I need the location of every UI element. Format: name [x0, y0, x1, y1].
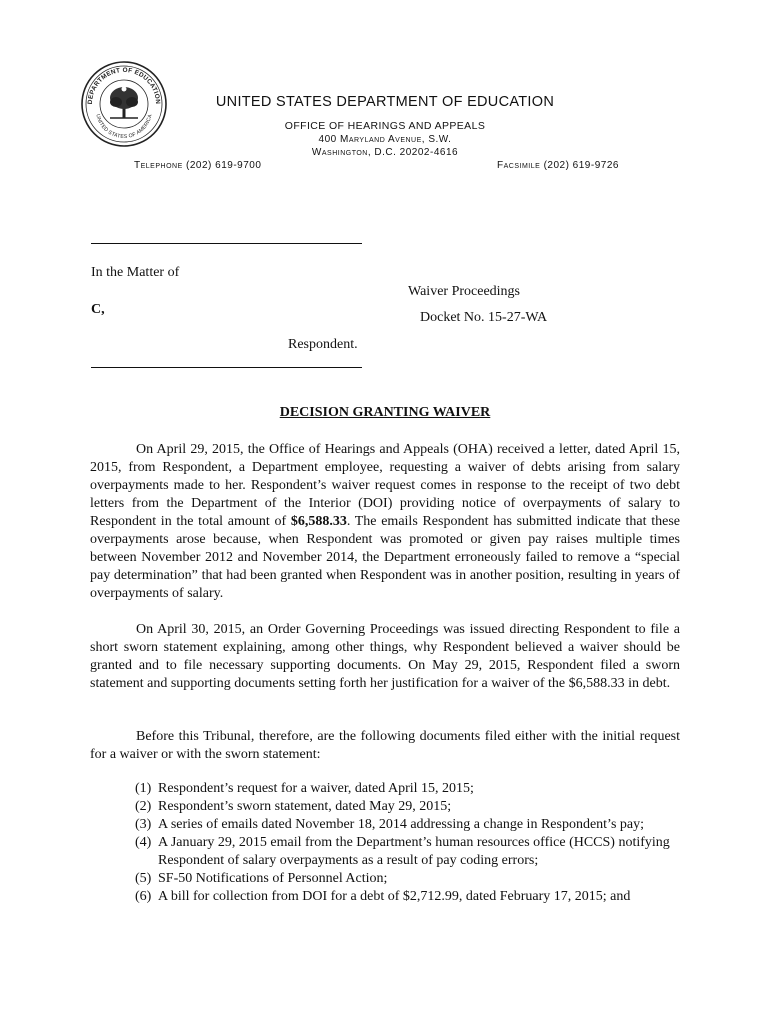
facsimile: Facsimile (202) 619-9726 — [497, 160, 619, 171]
list-item-text: Respondent’s sworn statement, dated May 29, 2015; — [158, 799, 452, 814]
paragraph-1-text-b: . The emails Respondent has submitted indicate that these overpayments arose because, when Respondent was promoted or given pay raises multiple times between November 2012 and November 2014, the Department erroneously failed to remove a “special pay determination” that had been granted when Respondent was in another position, resulting in years of overpayments of salary. — [90, 514, 680, 601]
list-item — [135, 834, 685, 870]
list-item — [135, 888, 685, 906]
respondent-label: Respondent. — [288, 337, 358, 352]
docket-number: Docket No. 15-27-WA — [420, 310, 548, 325]
list-item — [135, 780, 685, 798]
party-name: C, — [91, 302, 105, 317]
list-item-text: SF-50 Notifications of Personnel Action; — [158, 871, 388, 886]
list-item — [135, 798, 685, 816]
list-item — [135, 870, 685, 888]
paragraph-2-text: On April 30, 2015, an Order Governing Proceedings was issued directing Respondent to file a short sworn statement explaining, among other things, why Respondent believed a waiver should be granted and to file necessary supporting documents. On May 29, 2015, Respondent filed a sworn statement and supporting documents setting forth her justification for a waiver of the $6,588.33 in debt. — [90, 622, 680, 691]
debt-amount: $6,588.33 — [290, 514, 347, 529]
agency-name: UNITED STATES DEPARTMENT OF EDUCATION — [215, 94, 555, 110]
list-item-text: A bill for collection from DOI for a debt of $2,712.99, dated February 17, 2015; and — [158, 889, 631, 904]
list-item-text: Respondent’s request for a waiver, dated April 15, 2015; — [158, 781, 474, 796]
proceeding-type: Waiver Proceedings — [408, 284, 520, 299]
paragraph-3 — [90, 728, 680, 764]
list-item-number: (4) — [135, 835, 152, 850]
caption-rule-top — [91, 243, 362, 244]
in-the-matter-label: In the Matter of — [91, 265, 180, 280]
list-item — [135, 816, 685, 834]
documents-list — [135, 780, 685, 906]
list-item-text: A January 29, 2015 email from the Department’s human resources office (HCCS) notifying Respondent of salary overpayments as a result of pay coding errors; — [158, 835, 670, 868]
paragraph-3-text: Before this Tribunal, therefore, are the following documents filed either with the initial request for a waiver or with the sworn statement: — [90, 729, 680, 762]
list-item-text: A series of emails dated November 18, 2014 addressing a change in Respondent’s pay; — [158, 817, 644, 832]
list-item-number: (1) — [135, 781, 152, 796]
telephone: Telephone (202) 619-9700 — [134, 160, 262, 171]
office-name: OFFICE OF HEARINGS AND APPEALS — [284, 120, 486, 132]
caption-rule-bottom — [91, 367, 362, 368]
paragraph-1 — [90, 441, 680, 603]
svg-text:DEPARTMENT OF EDUCATION: DEPARTMENT OF EDUCATION — [86, 66, 162, 105]
paragraph-2 — [90, 621, 680, 693]
address-line-1: 400 Maryland Avenue, S.W. — [318, 134, 452, 145]
list-item-number: (3) — [135, 817, 152, 832]
decision-title: DECISION GRANTING WAIVER — [279, 405, 491, 420]
list-item-number: (6) — [135, 889, 152, 904]
address-line-2: Washington, D.C. 20202-4616 — [311, 147, 459, 158]
svg-text:UNITED STATES OF AMERICA: UNITED STATES OF AMERICA — [94, 113, 154, 141]
list-item-number: (5) — [135, 871, 152, 886]
list-item-number: (2) — [135, 799, 152, 814]
paragraph-1-text-a: On April 29, 2015, the Office of Hearings and Appeals (OHA) received a letter, dated April 15, 2015, from Respondent, a Department employee, requesting a waiver of debts arising from salary overpayments made to her. Respondent’s waiver request comes in response to the receipt of two debt letters from the Department of the Interior (DOI) providing notice of overpayments of salary to Respondent in the total amount of — [90, 442, 680, 529]
